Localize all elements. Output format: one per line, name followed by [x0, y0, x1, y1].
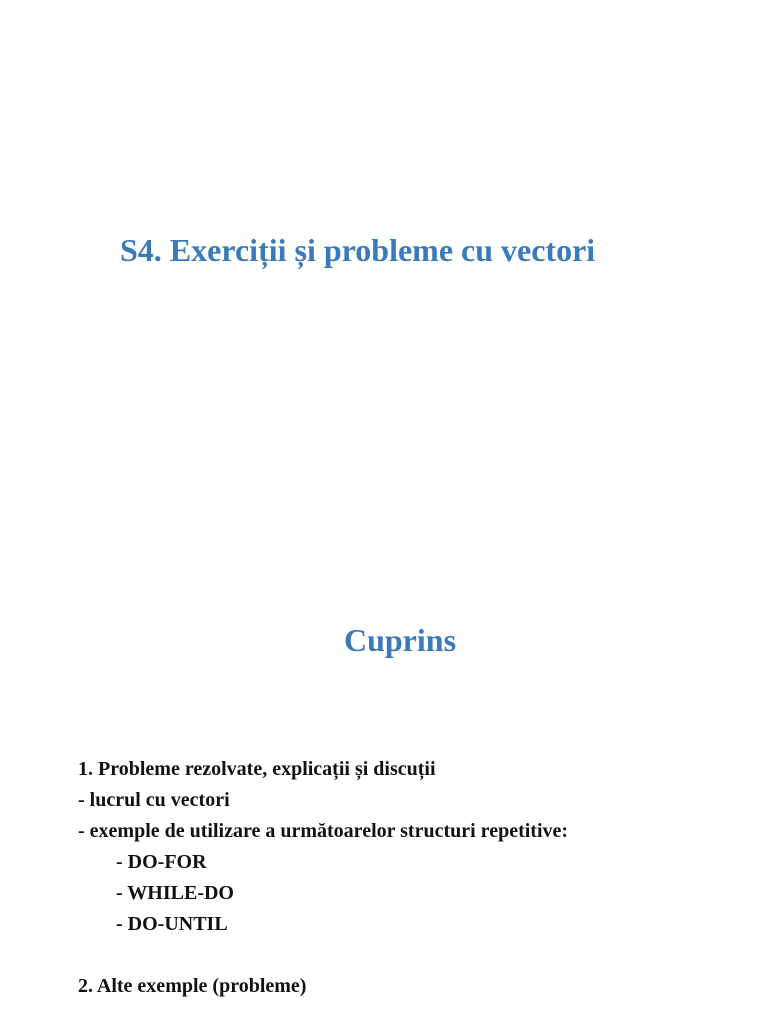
toc-item-repetitive-structures: - exemple de utilizare a următoarelor structuri repetitive: [78, 820, 569, 842]
toc-subitem-while-do: - WHILE-DO [116, 882, 234, 904]
toc-section-1: 1. Probleme rezolvate, explicații și discuții [78, 758, 436, 780]
toc-heading: Cuprins [343, 622, 457, 658]
page-title: S4. Exerciții și probleme cu vectori [120, 232, 596, 268]
toc-subitem-do-until: - DO-UNTIL [116, 913, 228, 935]
toc-section-2: 2. Alte exemple (probleme) [78, 975, 307, 997]
toc-subitem-do-for: - DO-FOR [116, 851, 207, 873]
toc-item-vectors: - lucrul cu vectori [78, 789, 230, 811]
